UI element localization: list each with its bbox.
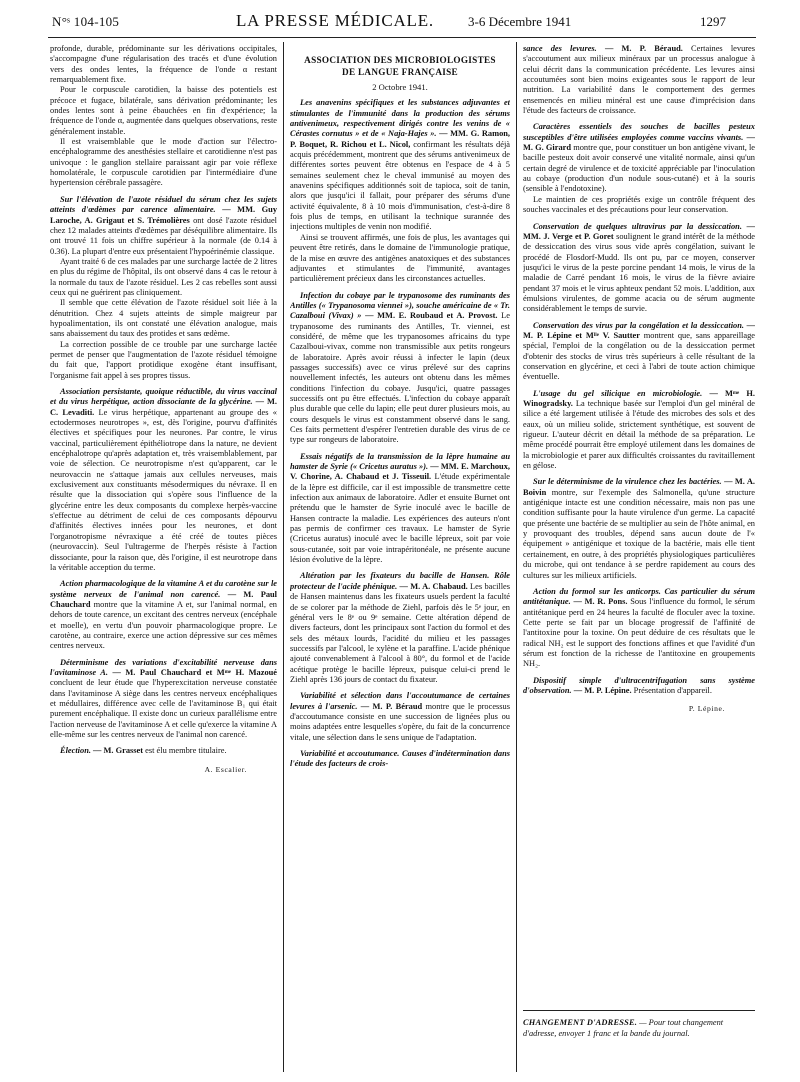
entry-title: Variabilité et accoutumance. Causes d'indétermination dans l'étude des facteurs de crois- (290, 748, 510, 769)
entry-title: Infection du cobaye par le trypanosome des ruminants des Antilles (« Trypanosoma viennei »), souche américaine de « Tr. Cazalboui (Vivax) » (290, 290, 510, 321)
entry-text: concluent de leur étude que l'hyperexcitation nerveuse constatée dans l'avitaminose A siège dans les centres nerveux encéphaliques et médullaires, différence avec celle de l'avitaminose B₁ qui était purement encéphalique. Il existe donc un curieux parallélisme entre l'action nerveuse de l'avitaminose A et celle qu'exerce la vitamine A elle-même sur les centres nerveux de l'animal non carencé. (50, 678, 277, 739)
communication-entry (523, 122, 755, 194)
entry-authors: — M. A. Boivin (523, 477, 755, 497)
communication-entry (523, 321, 755, 383)
entry-text: montre que le processus d'accoutumance consiste en une succession de lignées plus ou moins adaptées entre lesquelles s'opère, du fait de la concurrence vitale, une sélection dans le sens unique de l'adaptation. (290, 701, 510, 742)
section-title-line: ASSOCIATION DES MICROBIOLOGISTES (304, 55, 496, 65)
issue-date: 3-6 Décembre 1941 (468, 14, 572, 29)
paragraph: Le maintien de ces propriétés exige un contrôle fréquent des souches vaccinales et des précautions pour leur conservation. (523, 194, 755, 215)
entry-title: Sur le déterminisme de la virulence chez les bactéries. (533, 477, 722, 487)
entry-text: Certaines levures s'accoutument aux milieux minéraux par un processus analogue à celui décrit dans la communication précédente. Les levures ainsi accoutumées sont bien moins exigeantes sous le rapport de leur nutrition. La variabilité dans le comportement des germes ensemencés en milieu minéral est une cause d'imprécision dans l'étude des facteurs de croissance. (523, 44, 755, 116)
entry-authors: — M. P. Béraud. (604, 44, 683, 53)
communication-entry (523, 477, 755, 580)
journal-title: LA PRESSE MÉDICALE. (236, 11, 434, 30)
entry-authors: — MM. E. Roubaud et A. Provost. (365, 311, 498, 321)
entry-title: Déterminisme des variations d'excitabilité nerveuse dans l'avitaminose A. (50, 657, 277, 677)
column-divider-1 (283, 42, 284, 1072)
paragraph: Pour le corpuscule carotidien, la baisse des potentiels est précoce et fugace, bilatérale, sans dérivation prédominante; les ondes lentes sont à peine ébauchées en fin d'expérience; la fréquence de l'onde α, augmentée dans quelques observations, reste généralement instable. (50, 85, 277, 136)
entry-authors: — M. A. Chabaud. (399, 581, 468, 591)
column-3 (523, 44, 755, 1070)
entry-authors: — M. Grasset (93, 746, 144, 756)
entry-authors: — Mᵐᵉ H. Winogradsky. (523, 388, 755, 408)
entry-text: Présentation d'appareil. (633, 685, 712, 695)
entry-text: L'étude expérimentale de la lèpre est difficile, car il est impossible de transmettre cette infection aux animaux de laboratoire. Adler et ensuite Burnet ont prétendu que le hamster de Syrie inoculé avec le bacille de Hansen contracte la maladie. Les expériences des auteurs n'ont pas permis de confirmer ces travaux. Le hamster de Syrie (Cricetus auratus) inoculé avec le bacille lépreux, soit par voie sous-cutanée, soit par voie intrapéritonéale, ne présente aucune lésion évolutive de la lèpre. (290, 472, 510, 565)
section-date: 2 Octobre 1941. (372, 82, 428, 92)
entry-text: soulignent le grand intérêt de la méthode de dessiccation des virus sous vide après congélation, suivant le procédé de Flosdorf-Mudd. Ils ont pu, par ce moyen, conserver jusqu'ici le virus de la peste porcine pendant 14 mois, le virus de la maladie de Carré pendant 16 mois, le virus de la fièvre aviaire pendant 37 mois et le virus aphteux pendant 52 mois. L'addition, aux émulsions virulentes, de gomme acacia ou de sérum augmente considérablement le temps de survie. (523, 231, 755, 314)
entry-authors: — MM. J. Verge et P. Goret (523, 221, 755, 241)
header-rule (48, 37, 756, 38)
entry-text: Sous l'influence du formol, le sérum antitétanique perd en 24 heures la faculté de floculer avec la toxine. Cette perte se fait par un blocage progressif de l'affinité de l'antitoxine pour la toxine. On peut déduire de ces résultats que le radical NH₂ est le support des fonctions affines et que l'avidité d'un sérum est fonction de la richesse de l'antitoxine en groupements NH₂. (523, 597, 755, 669)
entry-authors: — M. Paul Chauchard et Mᵐᵉ H. Mazoué (112, 667, 277, 677)
communication-entry (290, 98, 510, 232)
page-number: 1297 (700, 14, 726, 29)
address-change-notice (523, 1018, 755, 1039)
entry-title: Dispositif simple d'ultracentrifugation sans système d'observation. (523, 675, 755, 695)
entry-authors: — M. P. Lépine. (573, 685, 632, 695)
communication-entry (290, 291, 510, 446)
entry-text: La technique basée sur l'emploi d'un gel minéral de silice a été largement utilisée à l'étude des microbes des sols et des eaux, où un milieu solide, strictement synthétique, est souvent de rigueur. L'auteur décrit en détail la méthode de sa préparation. Le même procédé pourrait être employé utilement dans les domaines de la microbiologie et parer aux difficultés croissantes du ravitaillement en gélose. (523, 399, 755, 471)
entry-authors: — M. G. Girard (523, 132, 755, 153)
communication-entry (50, 746, 277, 756)
entry-title: Élection. (60, 746, 91, 756)
communication-entry (290, 749, 510, 770)
paragraph: Il est vraisemblable que le mode d'action sur l'électro-encéphalogramme des anesthésies stellaire et carotidienne n'est pas univoque : le ganglion stellaire paraissant agir par voie réflexe homolatérale, le corpuscule carotidien par l'intermédiaire d'une hypertension cérébrale passagère. (50, 137, 277, 188)
entry-title: sance des levures. (523, 44, 597, 53)
entry-title: Sur l'élévation de l'azote résiduel du sérum chez les sujets atteints d'œdèmes par carence alimentaire. (50, 194, 277, 215)
entry-authors: — M. C. Levaditi. (50, 397, 277, 417)
notice-label: CHANGEMENT D'ADRESSE. (523, 1018, 638, 1027)
entry-text: Le virus herpétique, appartenant au groupe des « ectodermoses neurotropes », est, dès l'origine, pourvu d'affinités électives et spécifiques pour les neurones. Par contre, le virus vaccinal, particulièrement épithéliotrope dans la nature, ne devient encéphalotrope qu'après adaptation et, très vraisemblablement, par voie de sélection. Ce neurotropisme n'est qu'apparent, car le neurovaccin ne s'attaque jamais aux cellules nerveuses, mais exclusivement aux constituants mésodermiques du névraxe. Il en résulte que la dissociation qui s'opère sous l'influence de la glycérine entre les deux composants du complexe herpès-vaccine s'effectue au détriment de celui de ces composants dépourvu d'affinités électives innées pour les neurones, et dont l'organotropisme névraxique a été créé de toutes pièces (neurovaccin). Seul l'ultragerme de l'herpès résiste à l'action dissociante, pour la raison que, dès l'origine, il est neurotrope dans la véritable acception du terme. (50, 407, 277, 572)
signature: A. Escalier. (204, 764, 247, 774)
entry-text: montre que, pour constituer un bon antigène vivant, le bacille pesteux doit avoir conservé une vitalité normale, ainsi qu'un certain degré de virulence et de toxicité appréciable par l'inoculation au cobaye (production d'un nodule sous-cutané) et à la souris (sensible à l'endotoxine). (523, 143, 755, 194)
entry-title: Conservation de quelques ultravirus par la dessiccation. (533, 221, 742, 231)
paragraph: Ainsi se trouvent affirmés, une fois de plus, les avantages qui peuvent être retirés, dans le domaine de l'immunologie pratique, de la mise en œuvre des antigènes anatoxiques et des substances adjuvantes et stimulantes de l'immunité, avantages particulièrement précieux dans les circonstances actuelles. (290, 232, 510, 284)
communication-entry (50, 579, 277, 651)
communication-entry (523, 676, 755, 697)
communication-entry (523, 222, 755, 315)
entry-title: Action du formol sur les anticorps. Cas particulier du sérum antitétanique. (523, 586, 755, 607)
entry-text: est élu membre titulaire. (145, 746, 227, 756)
notice-text: — Pour tout changement d'adresse, envoyer 1 franc et la bande du journal. (523, 1018, 724, 1038)
entry-title: Les anavenins spécifiques et les substances adjuvantes et stimulantes de l'immunité dans la production des sérums antivenimeux, respectivement dirigés contre les venins de « Cérastes cornutus » et de « Naja-Hajes ». (290, 98, 510, 139)
entry-text: Les bacilles de Hansen maintenus dans les fixateurs usuels perdent la faculté de se colorer par la méthode de Ziehl, parfois dès le 5ᵉ jour, en général vers le 8ᵉ ou 9ᵉ semaine. Cette altération dépend de divers facteurs, dont les principaux sont l'action du formol et des sels des métaux lourds, l'acidité du milieu et les passages successifs par l'alcool, le xylène et la paraffine. L'acide phénique ajouté convenablement à l'alcool à 80°, du formol et de l'acide acétique protège le bacille lépreux, puisque celui-ci prend le Ziehl après 136 jours de contact du fixateur. (290, 581, 510, 684)
section-title-line: DE LANGUE FRANÇAISE (342, 67, 458, 77)
entry-authors: — MM. G. Ramon, P. Boquet, R. Richou et L. Nicol, (290, 129, 510, 149)
entry-title: Variabilité et sélection dans l'accoutumance de certaines levures à l'arsenic. (290, 691, 510, 711)
entry-text: montrent que, sans appareillage spécial, l'emploi de la congélation ou de la dessiccation permet d'obtenir des stocks de virus très supérieurs à celle résultant de la conservation en glycérine, et ceci à l'abri de toute action chimique éventuelle. (523, 330, 755, 382)
paragraph: Il semble que cette élévation de l'azote résiduel soit liée à la dénutrition. Chez 4 sujets atteints de simple maigreur par hypoalimentation, ils ont constaté une élévation analogue, mais sans abaissement du taux des protides et sans œdème. (50, 298, 277, 339)
entry-authors: — M. P. Béraud (360, 701, 423, 711)
entry-authors: — M. P. Lépine et Mˡˡᵉ V. Sautter (523, 320, 755, 340)
entry-title: Altération par les fixateurs du bacille de Hansen. Rôle protecteur de l'acide phénique. (290, 571, 510, 591)
entry-text: montre, sur l'exemple des Salmonella, qu'une structure antigénique intacte est une condition nécessaire, mais non pas une condition suffisante pour la haute virulence d'un germe. La capacité que présente une bactérie de se multiplier au sein de l'hôte animal, en y provoquant des troubles, dépend sans aucun doute de l'« équipement » antigénique et toxique de la bactérie, mais elle tient certainement, en outre, à des propriétés physiologiques particulières du microbe, qui ont tendance à se perdre rapidement au cours des cultures sur les milieux artificiels. (523, 487, 755, 580)
entry-text: montre que la vitamine A et, sur l'animal normal, en dehors de toute carence, un excitant des centres nerveux (encéphale et moelle), en vertu d'un pouvoir pharmacologique propre. Le carotène, au contraire, exerce une action dépressive sur ces mêmes centres nerveux. (50, 599, 277, 651)
paragraph: Ayant traité 6 de ces malades par une surcharge lactée de 2 litres en plus du régime de l'hôpital, ils ont observé dans 4 cas le retour à la normale du taux de l'azote résiduel. Les 2 cas rebelles sont aussi ceux qui ne guérirent pas cliniquement. (50, 256, 277, 297)
communication-entry (290, 571, 510, 685)
communication-entry (523, 389, 755, 472)
entry-title: Action pharmacologique de la vitamine A et du carotène sur le système nerveux de l'animal non carencé. (50, 579, 277, 599)
entry-title: Caractères essentiels des souches de bacilles pesteux susceptibles d'être utilisées employées comme vaccins vivants. (523, 122, 755, 142)
communication-entry (290, 691, 510, 743)
communication-entry (50, 195, 277, 257)
running-header (0, 10, 800, 36)
paragraph: La correction possible de ce trouble par une surcharge lactée permet de penser que l'augmentation de l'azote résiduel témoigne du fait que, l'apport protidique exogène étant insuffisant, l'organisme fait appel à ses propres tissus. (50, 339, 277, 380)
entry-text: ont dosé l'azote résiduel chez 12 malades atteints d'œdèmes par déséquilibre alimentaire. Ils ont trouvé 11 fois un chiffre supérieur à la normale (de 0.14 à 0.36). La plupart d'entre eux présentaient l'hypoérinémie classique. (50, 215, 277, 256)
column-divider-2 (516, 42, 517, 1072)
paragraph: profonde, durable, prédominante sur les dérivations occipitales, s'accompagne d'une régularisation des tracés et d'une évolution vers des ondes lentes, la fréquence de l'onde α restant remarquablement fixe. (50, 44, 277, 85)
entry-authors: — M. R. Pons. (573, 597, 628, 607)
entry-title: Conservation des virus par la congélation et la dessiccation. (533, 320, 744, 330)
issue-number: N°ˢ 104-105 (52, 14, 120, 29)
communication-entry (290, 452, 510, 566)
communication-entry (50, 658, 277, 741)
section-title (290, 54, 510, 78)
entry-title: L'usage du gel silicique en microbiologie. (533, 388, 703, 398)
entry-authors: — M. Paul Chauchard (50, 589, 277, 609)
column-1 (50, 44, 277, 1070)
entry-authors: — MM. Guy Laroche, A. Grigaut et S. Trémolières (50, 205, 277, 225)
communication-entry (523, 587, 755, 670)
signature: P. Lépine. (688, 704, 725, 714)
communication-entry (523, 44, 755, 116)
communication-entry (50, 387, 277, 573)
entry-text: confirmant les résultats déjà acquis précédemment, montrent que des sérums antivenimeux de différentes sortes peuvent être obtenus en l'espace de 4 à 5 semaines seulement chez le cheval immunisé au moyen des anavenins spécifiques additionnés soit de tapioca, soit de tanin, alors que jusqu'ici il fallait, pour préparer des sérums d'une activité équivalente, 8 à 10 mois d'immunisation, c'est-à-dire 8 fois plus de temps, en utilisant la technique surannée des injections multiples de venin non modifié. (290, 139, 510, 232)
entry-text: Le trypanosome des ruminants des Antilles, Tr. viennei, est considéré, de même que les trypanosomes africains du type Cazalboui-vivax, comme non transmissible aux petits rongeurs de laboratoire. Après avoir réussi à infecter le lapin (deux passages successifs) avec ce virus prélevé sur des caprins nouvellement infectés, les auteurs ont obtenu dans les mêmes conditions l'infection du cobaye. Jusqu'ici, quatre passages successifs ont pu être effectués. L'infection du cobaye apparaît plus durable que celle du lapin; elle peut durer plusieurs mois, au cours desquels le virus est constamment observé dans le sang. Ces faits permettent d'espérer l'entretien durable des virus de ce type sur rongeurs de laboratoire. (290, 311, 510, 445)
entry-title: Essais négatifs de la transmission de la lèpre humaine au hamster de Syrie (« Cricetus auratus »). (290, 451, 510, 472)
column-2 (290, 44, 510, 1054)
entry-authors: — MM. E. Marchoux, V. Chorine, A. Chabaud et J. Tisseuil. (290, 462, 510, 482)
entry-title: Association persistante, quoique réductible, du virus vaccinal et du virus herpétique, action dissociante de la glycérine. (50, 387, 277, 407)
